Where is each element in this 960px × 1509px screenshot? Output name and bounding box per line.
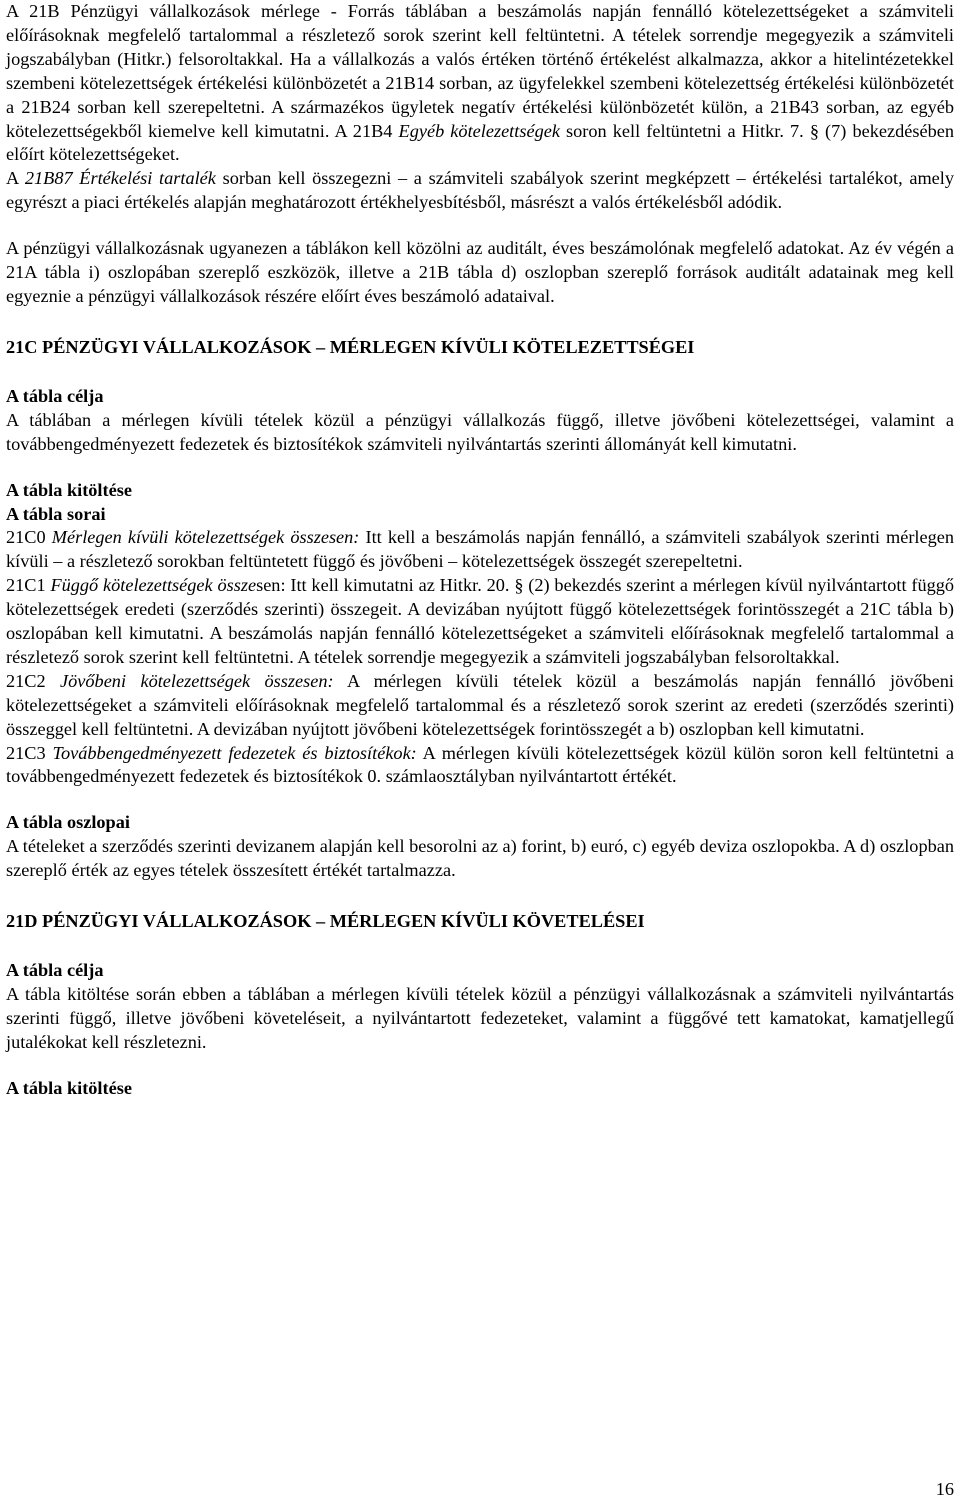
paragraph-21d-purpose: A tábla kitöltése során ebben a táblában a mérlegen kívüli tételek közül a pénzügyi vállalkozásnak a számviteli nyilvántartás szerinti függő, illetve jövőbeni követeléseit, a nyilvántartott fedezeteket, valamint a függővé tett kamatokat, kamatjellegű jutalékokat kell részletezni. bbox=[6, 984, 954, 1052]
paragraph-21b87-valuation-reserve: A 21B87 Értékelési tartalék sorban kell összegezni – a számviteli szabályok szerint megképzett – értékelési tartalékot, amely egyrészt a piaci értékelés alapján meghatározott értékhelyesbítésből, másrészt a valós értékelésből adódik. bbox=[6, 168, 954, 213]
paragraph-21c-purpose: A táblában a mérlegen kívüli tételek közül a pénzügyi vállalkozás függő, illetve jövőbeni kötelezettségei, valamint a továbbengedményezett fedezetek és biztosítékok számviteli nyilvántartás szerinti állományát kell kimutatni. bbox=[6, 409, 954, 454]
paragraph-21c1: 21C1 Függő kötelezettségek összesen: Itt kell kimutatni az Hitkr. 20. § (2) bekezdés szerint a mérlegen kívül nyilvántartott függő kötelezettségek eredeti (szerződés szerinti) összegeit. A devizában nyújtott függő kötelezettségek forintösszegét a 21C tábla b) oszlopában kell kimutatni. A beszámolás napján fennálló kötelezettségeket a számviteli előírásoknak megfelelő tartalommal a részletező sorok szerint kell feltüntetni. A tételek sorrendje megegyezik a számviteli jogszabályban felsoroltakkal. bbox=[6, 575, 955, 667]
spacer bbox=[6, 1055, 954, 1077]
paragraph-21c2: 21C2 Jövőbeni kötelezettségek összesen: A mérlegen kívüli tételek közül a beszámolás napján fennálló jövőbeni kötelezettségeket a számviteli előírásoknak megfelelő tartalommal és a részletező sorok szerint az eredeti (szerződés szerinti) összeggel kell feltüntetni. A devizában nyújtott jövőbeni kötelezettségek forintösszegét a b) oszlopban kell kimutatni. bbox=[6, 670, 954, 739]
spacer bbox=[6, 789, 954, 811]
subheading-21c-fill: A tábla kitöltése bbox=[6, 479, 132, 500]
paragraph-21c0: 21C0 Mérlegen kívüli kötelezettségek összesen: Itt kell a beszámolás napján fennálló, a számviteli szabályok szerinti mérlegen kívüli – a részletező sorokban feltüntetett függő és jövőbeni – kötelezettségek összegét szerepeltetni. bbox=[6, 527, 955, 572]
subheading-21d-fill: A tábla kitöltése bbox=[6, 1077, 132, 1098]
spacer bbox=[6, 215, 954, 237]
paragraph-audited-data: A pénzügyi vállalkozásnak ugyanezen a táblákon kell közölni az auditált, éves beszámolónak megfelelő adatokat. Az év végén a 21A tábla i) oszlopában szereplő eszközök, illetve a 21B tábla d) oszlopban szereplő források auditált adatainak meg kell egyeznie a pénzügyi vállalkozások részére előírt éves beszámoló adataival. bbox=[6, 238, 954, 306]
spacer bbox=[6, 359, 954, 385]
section-heading-21c: 21C PÉNZÜGYI VÁLLALKOZÁSOK – MÉRLEGEN KÍVÜLI KÖTELEZETTSÉGEI bbox=[6, 336, 695, 357]
paragraph-21c3: 21C3 Továbbengedményezett fedezetek és biztosítékok: A mérlegen kívüli kötelezettségek közül külön soron kell feltüntetni a továbbengedményezett fedezetek és biztosítékok 0. számlaosztályban nyilvántartott értékét. bbox=[6, 742, 954, 787]
spacer bbox=[6, 933, 954, 959]
document-page bbox=[6, 0, 954, 1101]
subheading-21d-purpose: A tábla célja bbox=[6, 960, 104, 981]
subheading-21c-rows: A tábla sorai bbox=[6, 503, 106, 524]
subheading-21c-purpose: A tábla célja bbox=[6, 385, 104, 406]
spacer bbox=[6, 883, 954, 909]
paragraph-21b-liabilities: A 21B Pénzügyi vállalkozások mérlege - Forrás táblában a beszámolás napján fennálló kötelezettségeket a számviteli előírásoknak megfelelő tartalommal a részletező sorok szerint kell feltüntetni. A tételek sorrendje megegyezik a számviteli jogszabályban (Hitkr.) felsoroltakkal. Ha a vállalkozás a valós értéken történő értékelést alkalmazza, akkor a hitelintézetekkel szembeni kötelezettségek értékelési különbözetét a 21B14 sorban, az ügyfelekkel szembeni kötelezettség értékelési különbözetét a 21B24 sorban kell szerepeltetni. A származékos ügyletek negatív értékelési különbözetét külön, a 21B43 sorban, az egyéb kötelezettségekből kiemelve kell kimutatni. A 21B4 Egyéb kötelezettségek soron kell feltüntetni a Hitkr. 7. § (7) bekezdésében előírt kötelezettségeket. bbox=[6, 1, 954, 165]
section-heading-21d: 21D PÉNZÜGYI VÁLLALKOZÁSOK – MÉRLEGEN KÍVÜLI KÖVETELÉSEI bbox=[6, 911, 645, 932]
spacer bbox=[6, 457, 954, 479]
page-number: 16 bbox=[935, 1479, 954, 1499]
spacer bbox=[6, 309, 954, 335]
subheading-21c-columns: A tábla oszlopai bbox=[6, 812, 130, 833]
paragraph-21c-columns: A tételeket a szerződés szerinti devizanem alapján kell besorolni az a) forint, b) euró, c) egyéb deviza oszlopokba. A d) oszlopban szereplő érték az egyes tételek összesített értékét tartalmazza. bbox=[6, 836, 954, 881]
